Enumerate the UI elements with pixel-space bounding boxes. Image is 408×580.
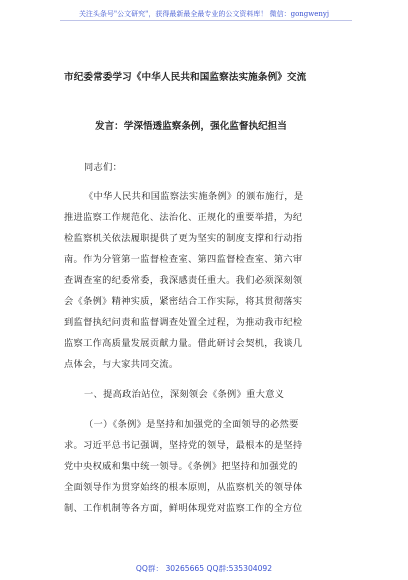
footer-contact-note: QQ群： 30265665 QQ群:535304092 bbox=[135, 564, 273, 573]
body-line: 制、工作机制等各方面，鲜明体现党对监察工作的全方位 bbox=[64, 503, 303, 514]
body-line: 会《条例》精神实质，紧密结合工作实际，将其贯彻落实 bbox=[64, 296, 303, 307]
body-line: 到监督执纪问责和监督调查处置全过程，为推动我市纪检 bbox=[64, 317, 303, 328]
body-line: 《中华人民共和国监察法实施条例》的颁布施行，是 bbox=[84, 191, 304, 202]
header-promo-note: 关注头条号"公文研究"，获得最新最全最专业的公文资料库！ 微信：gongwenyj bbox=[78, 10, 330, 18]
body-line: 党中央权威和集中统一领导。《条例》把坚持和加强党的 bbox=[64, 461, 298, 472]
document-subtitle: 发言：学深悟透监察条例，强化监督执纪担当 bbox=[95, 121, 287, 132]
body-line: 点体会，与大家共同交流。 bbox=[64, 359, 179, 370]
body-line: 查调查室的纪委常委，我深感责任重大。我们必须深刻领 bbox=[64, 275, 303, 286]
body-line: （一）《条例》是坚持和加强党的全面领导的必然要 bbox=[84, 419, 299, 430]
header-divider bbox=[60, 20, 352, 21]
body-line: 全面领导作为贯穿始终的根本原则，从监察机关的领导体 bbox=[64, 482, 303, 493]
section-heading: 一、提高政治站位，深刻领会《条例》重大意义 bbox=[84, 389, 285, 400]
body-line: 推进监察工作规范化、法治化、正规化的重要举措，为纪 bbox=[64, 212, 303, 223]
greeting: 同志们： bbox=[84, 162, 123, 173]
body-line: 监察工作高质量发展贡献力量。借此研讨会契机，我谈几 bbox=[64, 338, 303, 349]
body-line: 南。作为分管第一监督检查室、第四监督检查室、第六审 bbox=[64, 254, 303, 265]
body-line: 求。习近平总书记强调，坚持党的领导，最根本的是坚持 bbox=[64, 440, 303, 451]
body-line: 检监察机关依法履职提供了更为坚实的制度支撑和行动指 bbox=[64, 233, 303, 244]
document-title: 市纪委常委学习《中华人民共和国监察法实施条例》交流 bbox=[64, 72, 307, 83]
